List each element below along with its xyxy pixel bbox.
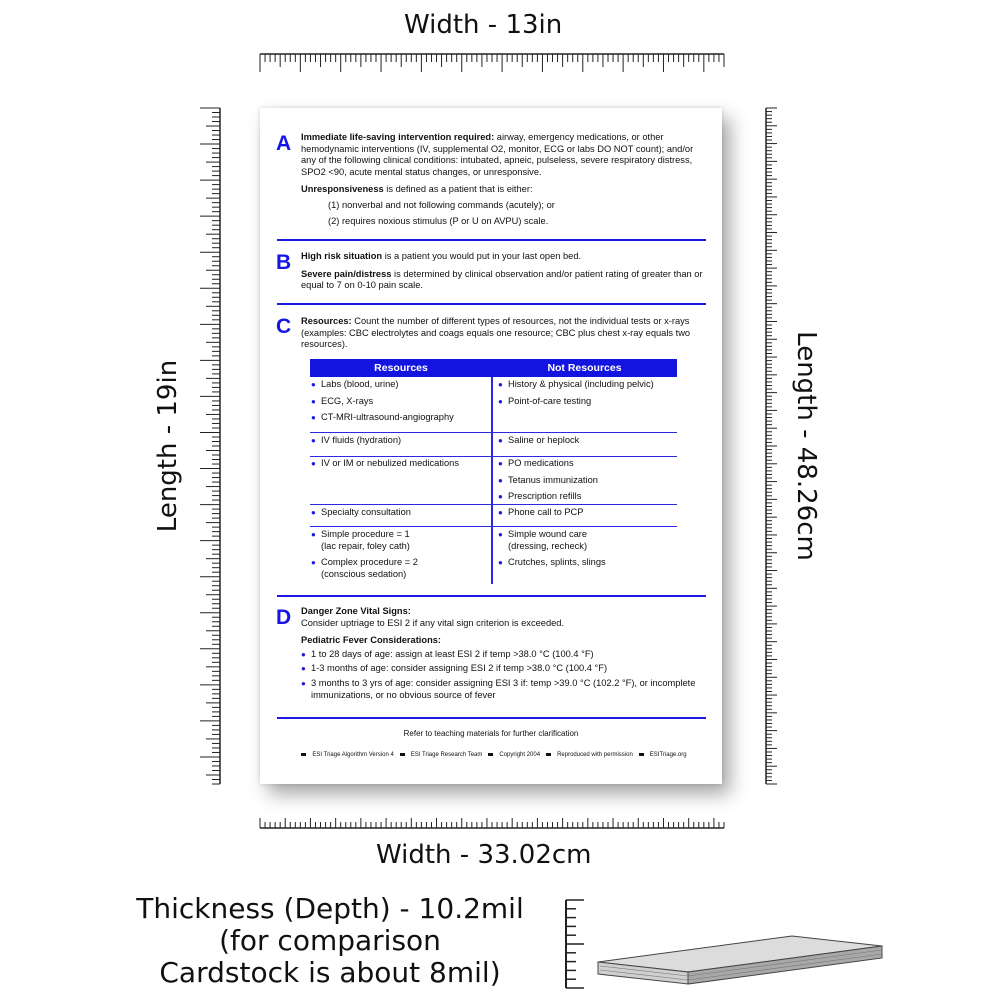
list-item: ● Complex procedure = 2 (conscious sedation) (311, 557, 487, 580)
footer-separator (546, 753, 551, 756)
not-resources-cell (498, 379, 676, 412)
section-c-letter: C (276, 315, 292, 338)
section-a-letter: A (276, 132, 292, 155)
resources-cell (311, 458, 487, 475)
section-b-p2 (301, 269, 708, 292)
section-a-text (301, 132, 708, 227)
resources-cell (311, 379, 487, 429)
fever-list (301, 649, 708, 701)
section-b-p2-bold: Severe pain/distress (301, 268, 392, 279)
list-item: ● Saline or heplock (498, 435, 676, 447)
refer-note: Refer to teaching materials for further clarification (403, 729, 579, 738)
section-divider (277, 595, 706, 597)
section-a-p2 (301, 184, 708, 196)
section-a-item-1: (1) nonverbal and not following commands (acutely); or (328, 199, 555, 210)
thickness-ruler-icon (562, 898, 592, 990)
thickness-line-2: (for comparison (219, 924, 441, 957)
top-ruler-icon (258, 52, 726, 74)
list-item: ● 1 to 28 days of age: assign at least ESI 2 if temp >38.0 °C (100.4 °F) (301, 649, 708, 661)
thickness-line-3: Cardstock is about 8mil) (159, 956, 501, 989)
footer-item: Copyright 2004 (499, 752, 541, 758)
footer-separator (639, 753, 644, 756)
length-right-label: Length - 48.26cm (791, 331, 821, 561)
table-row-line (310, 526, 677, 527)
not-resources-cell (498, 529, 676, 574)
section-d-p2 (301, 635, 708, 647)
section-a-p2-bold: Unresponsiveness (301, 184, 384, 195)
section-b-text (301, 251, 708, 292)
paper-stack-icon (592, 930, 892, 990)
footer-separator (488, 753, 493, 756)
resources-header: Resources (310, 359, 492, 377)
section-c-p1 (301, 316, 708, 351)
list-item: ● Labs (blood, urine) (311, 379, 487, 391)
width-bottom-label: Width - 33.02cm (376, 840, 592, 870)
section-b-letter: B (276, 251, 292, 274)
list-item: ● Crutches, splints, slings (498, 557, 676, 569)
list-item: ● 1-3 months of age: consider assigning ESI 2 if temp >38.0 °C (100.4 °F) (301, 663, 708, 675)
not-resources-cell (498, 435, 676, 452)
resources-cell (311, 507, 487, 524)
list-item: ● IV fluids (hydration) (311, 435, 487, 447)
section-b-p2-rest: is determined by clinical observation and/or patient rating of greater than or equal to 7 on 0-10 pain scale. (301, 268, 703, 291)
section-a-p1-rest: airway, emergency medications, or other hemodynamic interventions (IV, supplemental O2, monitor, ECG or labs DO NOT count); and/or any of the following clinical conditions: intubated, apneic, pulseless, severe respiratory distress, SPO2 <90, acute mental status changes, or unresponsive. (301, 132, 694, 177)
list-item: ● Specialty consultation (311, 507, 487, 519)
bottom-ruler-icon (258, 816, 726, 830)
section-b-p1-bold: High risk situation (301, 251, 383, 261)
section-d-p1 (301, 606, 708, 618)
section-b-p1-rest: is a patient you would put in your last open bed. (382, 251, 582, 261)
section-a-p1 (301, 132, 708, 178)
section-d-p2-bold: Pediatric Fever Considerations: (301, 635, 442, 646)
table-row-line (310, 456, 677, 457)
footer-item: Reproduced with permission (557, 752, 633, 758)
right-ruler-icon (764, 106, 778, 786)
table-row-line (310, 432, 677, 433)
resources-cell (311, 529, 487, 585)
section-c-text (301, 316, 708, 351)
footer-separator (400, 753, 405, 756)
section-a-item-2: (2) requires noxious stimulus (P or U on AVPU) scale. (328, 215, 549, 226)
list-item: ● Point-of-care testing (498, 396, 676, 408)
section-a-p2-rest: is defined as a patient that is either: (383, 184, 533, 195)
not-resources-header: Not Resources (492, 359, 677, 377)
footer-item: ESI Triage Research Team (410, 752, 483, 758)
section-d-text (301, 606, 708, 701)
list-item: ● Tetanus immunization (498, 475, 676, 487)
list-item: ● PO medications (498, 458, 676, 470)
footer-item: ESI Triage Algorithm Version 4 (312, 752, 394, 758)
resources-cell (311, 435, 487, 452)
footer-separator (301, 753, 306, 756)
section-divider (277, 303, 706, 305)
list-item: ● History & physical (including pelvic) (498, 379, 676, 391)
card-footer (260, 752, 722, 758)
list-item: ● 3 months to 3 yrs of age: consider assigning ESI 3 if: temp >39.0 °C (102.2 °F), or incomplete immunizations, or no obvious source of fever (301, 678, 708, 701)
list-item: ● Simple wound care (dressing, recheck) (498, 529, 676, 552)
section-d-p1-bold: Danger Zone Vital Signs: (301, 606, 411, 616)
length-left-label: Length - 19in (153, 359, 183, 533)
list-item: ● Simple procedure = 1 (lac repair, foley cath) (311, 529, 487, 552)
section-c-p1-rest: Count the number of different types of resources, not the individual tests or x-rays (examples: CBC electrolytes and coags equals one resource; CBC plus chest x-ray equals two resources). (301, 316, 691, 350)
thickness-label (100, 893, 560, 989)
not-resources-cell (498, 458, 676, 508)
section-divider (277, 717, 706, 719)
list-item: ● Phone call to PCP (498, 507, 676, 519)
not-resources-cell (498, 507, 676, 524)
list-item: ● Prescription refills (498, 491, 676, 503)
left-ruler-icon (198, 106, 222, 786)
section-divider (277, 239, 706, 241)
list-item: ● IV or IM or nebulized medications (311, 458, 487, 470)
section-c-p1-bold: Resources: (301, 316, 352, 326)
section-b-p1 (301, 251, 708, 263)
list-item: ● CT-MRI-ultrasound-angiography (311, 412, 487, 424)
section-a-p1-bold: Immediate life-saving intervention required: (301, 132, 495, 142)
footer-item: ESITriage.org (649, 752, 687, 758)
triage-card (260, 108, 722, 784)
section-d-letter: D (276, 606, 292, 629)
table-divider (491, 377, 493, 584)
list-item: ● ECG, X-rays (311, 396, 487, 408)
section-d-p1-line2: Consider uptriage to ESI 2 if any vital sign criterion is exceeded. (301, 617, 565, 628)
thickness-line-1: Thickness (Depth) - 10.2mil (136, 892, 524, 925)
width-top-label: Width - 13in (404, 10, 563, 40)
